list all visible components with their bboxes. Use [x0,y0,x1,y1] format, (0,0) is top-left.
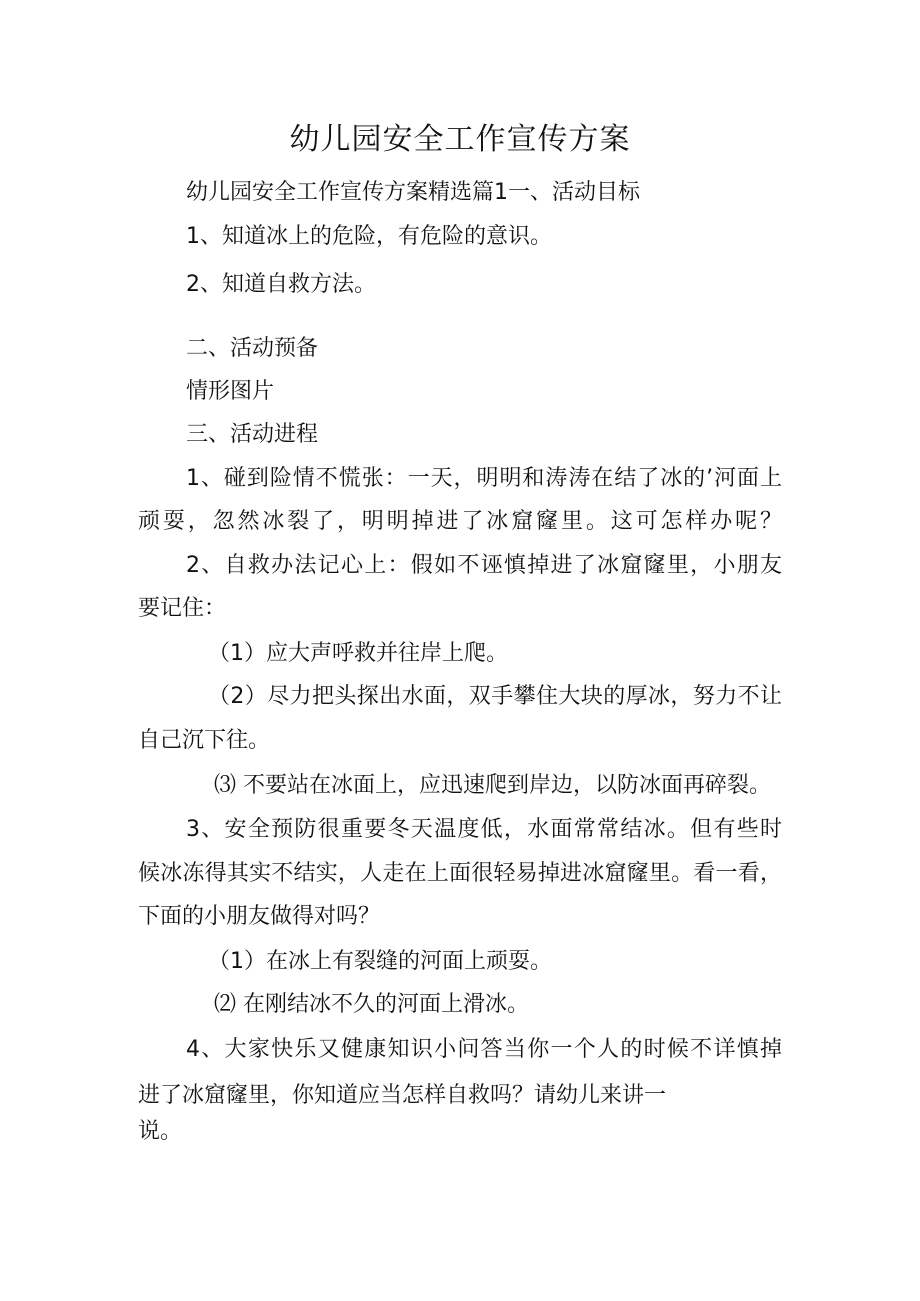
text-line: 进了冰窟窿里，你知道应当怎样自救吗？请幼儿来讲一 [138,1083,667,1108]
text-line: 三、活动进程 [186,422,319,447]
text-line: 说。 [138,1119,183,1144]
document-title: 幼儿园安全工作宣传方案 [289,122,631,157]
text-line: （1）应大声呼救并往岸上爬。 [208,641,508,666]
text-line: ⑵ 在刚结冰不久的河面上滑冰。 [214,992,529,1017]
text-line: 顽耍，忽然冰裂了，明明掉进了冰窟窿里。这可怎样办呢？ [138,509,782,534]
text-line: 2、自救办法记心上：假如不诬慎掉进了冰窟窿里，小朋友 [186,553,782,578]
text-line: 1、知道冰上的危险，有危险的意识。 [186,224,552,249]
text-line: 二、活动预备 [186,336,319,361]
text-line: 要记住： [138,596,227,621]
text-line: 幼儿园安全工作宣传方案精选篇1一、活动目标 [186,180,640,205]
text-line: 自己沉下往。 [138,728,271,753]
text-line: （2）尽力把头探出水面，双手攀住大块的厚冰，努力不让 [208,684,782,709]
text-line: 4、大家快乐又健康知识小问答当你一个人的时候不详慎掉 [186,1037,782,1062]
text-line: 1、碰到险情不慌张：一天，明明和涛涛在结了冰的’河面上 [186,466,782,491]
text-line: ⑶ 不要站在冰面上，应迅速爬到岸边，以防冰面再碎裂。 [214,773,771,798]
text-line: 候冰冻得其实不结实，人走在上面很轻易掉进冰窟窿里。看一看， [138,861,782,886]
text-line: 下面的小朋友做得对吗？ [138,904,381,929]
text-line: 2、知道自救方法。 [186,272,376,297]
text-line: （1）在冰上有裂缝的河面上顽耍。 [208,949,552,974]
text-line: 3、安全预防很重要冬天温度低，水面常常结冰。但有些时 [186,817,782,842]
text-line: 情形图片 [186,379,275,404]
